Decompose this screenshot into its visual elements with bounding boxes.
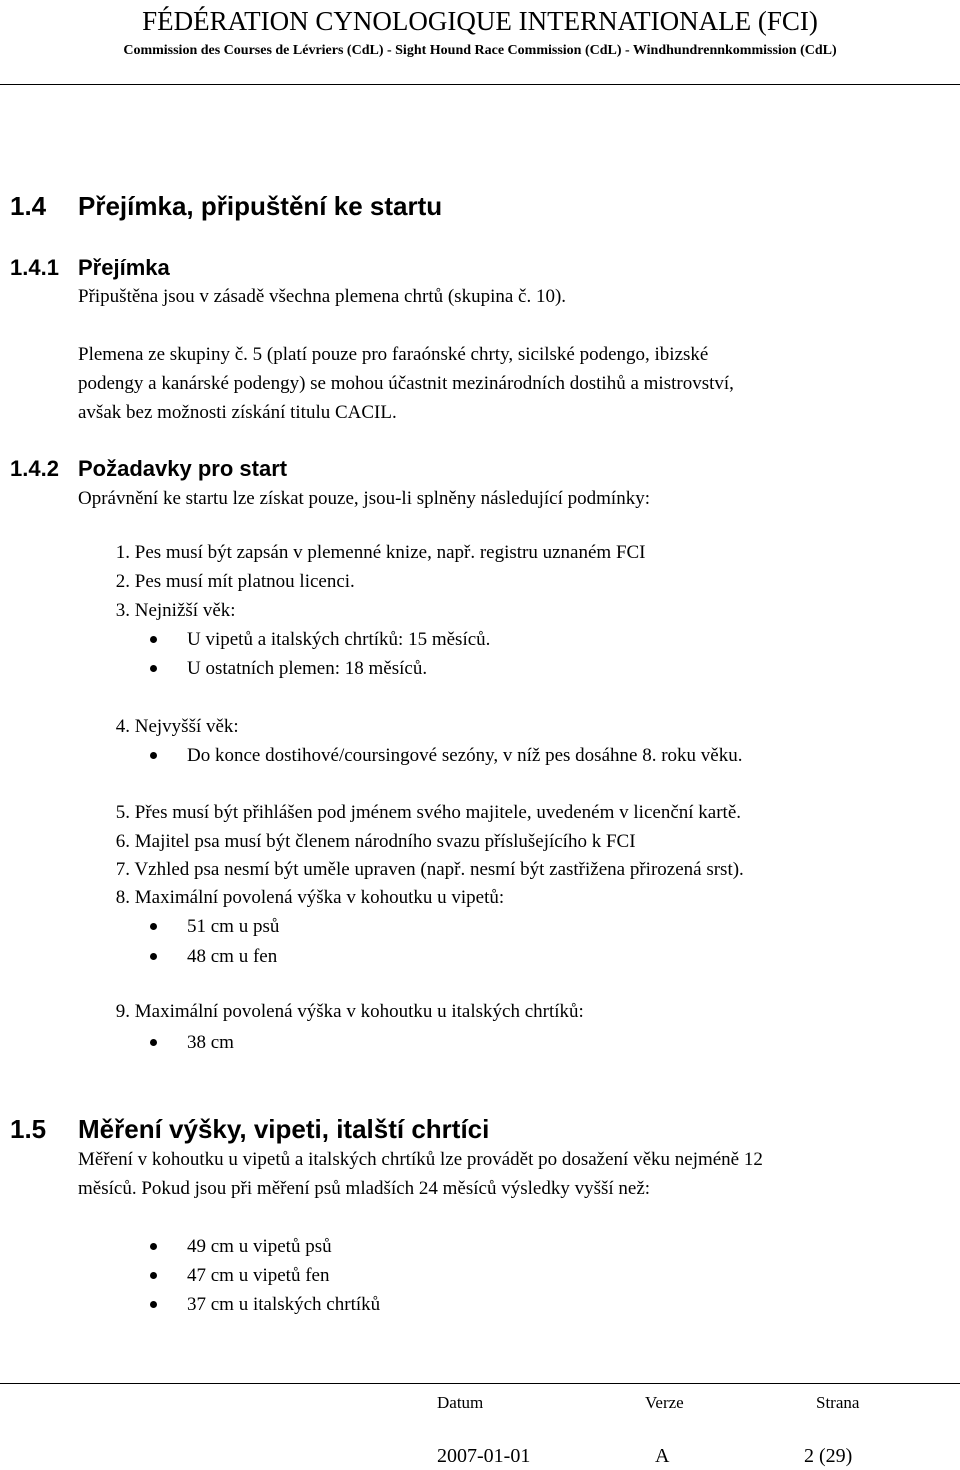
- list-item: 1. Pes musí být zapsán v plemenné knize, např. registru uznaném FCI: [115, 542, 646, 563]
- list-subitem: Do konce dostihové/coursingové sezóny, v níž pes dosáhne 8. roku věku.: [187, 745, 743, 766]
- bullet-icon: [150, 636, 157, 643]
- footer-rule: [0, 1383, 960, 1384]
- subsection-1-4-2-number: 1.4.2: [10, 456, 59, 481]
- subsection-1-4-1-title: Přejímka: [78, 255, 170, 280]
- bullet-icon: [150, 752, 157, 759]
- list-subitem: 51 cm u psů: [187, 916, 280, 937]
- section-1-5-number: 1.5: [10, 1114, 47, 1144]
- paragraph-breeds-admitted: Připuštěna jsou v zásadě všechna plemena chrtů (skupina č. 10).: [78, 286, 567, 307]
- list-subitem: 48 cm u fen: [187, 946, 278, 967]
- footer-version-value: A: [655, 1445, 670, 1467]
- bullet-icon: [150, 1039, 157, 1046]
- bullet-icon: [150, 923, 157, 930]
- bullet-icon: [150, 665, 157, 672]
- list-item: 5. Přes musí být přihlášen pod jménem svého majitele, uvedeném v licenční kartě.: [115, 802, 742, 823]
- list-subitem: U vipetů a italských chrtíků: 15 měsíců.: [187, 629, 491, 650]
- list-item: 9. Maximální povolená výška v kohoutku u italských chrtíků:: [115, 1001, 584, 1022]
- list-subitem: 38 cm: [187, 1032, 234, 1053]
- list-item: 8. Maximální povolená výška v kohoutku u vipetů:: [115, 887, 505, 908]
- paragraph-measurement-line2: měsíců. Pokud jsou při měření psů mladších 24 měsíců výsledky vyšší než:: [78, 1178, 651, 1199]
- subsection-1-4-1-number: 1.4.1: [10, 255, 59, 280]
- list-item: 3. Nejnižší věk:: [115, 600, 236, 621]
- footer-page-label: Strana: [816, 1393, 860, 1412]
- list-item: 7. Vzhled psa nesmí být uměle upraven (např. nesmí být zastřižena přirozená srst).: [115, 859, 744, 880]
- bullet-icon: [150, 953, 157, 960]
- bullet-icon: [150, 1272, 157, 1279]
- letterhead-subtitle: Commission des Courses de Lévriers (CdL) - Sight Hound Race Commission (CdL) - Windhundrennkommission (CdL): [123, 43, 837, 58]
- footer-version-label: Verze: [645, 1393, 684, 1412]
- paragraph-measurement-line1: Měření v kohoutku u vipetů a italských chrtíků lze provádět po dosažení věku nejméně 12: [78, 1149, 763, 1170]
- list-subitem: 37 cm u italských chrtíků: [187, 1294, 381, 1315]
- list-subitem: 49 cm u vipetů psů: [187, 1236, 332, 1257]
- bullet-icon: [150, 1243, 157, 1250]
- header-rule: [0, 84, 960, 85]
- list-subitem: U ostatních plemen: 18 měsíců.: [187, 658, 428, 679]
- section-1-4-title: Přejímka, připuštění ke startu: [78, 191, 443, 221]
- footer-page-value: 2 (29): [804, 1445, 853, 1467]
- footer-date-value: 2007-01-01: [437, 1445, 531, 1467]
- section-1-5-title: Měření výšky, vipeti, italští chrtíci: [78, 1114, 490, 1144]
- list-item: 2. Pes musí mít platnou licenci.: [115, 571, 355, 592]
- section-1-4-number: 1.4: [10, 191, 47, 221]
- paragraph-start-requirements-intro: Oprávnění ke startu lze získat pouze, jsou-li splněny následující podmínky:: [78, 488, 650, 509]
- paragraph-group5-line3: avšak bez možnosti získání titulu CACIL.: [78, 402, 397, 423]
- list-subitem: 47 cm u vipetů fen: [187, 1265, 330, 1286]
- subsection-1-4-2-title: Požadavky pro start: [78, 456, 288, 481]
- bullet-icon: [150, 1301, 157, 1308]
- letterhead-title: FÉDÉRATION CYNOLOGIQUE INTERNATIONALE (FCI): [142, 6, 818, 36]
- list-item: 4. Nejvyšší věk:: [115, 716, 239, 737]
- paragraph-group5-line2: podengy a kanárské podengy) se mohou účastnit mezinárodních dostihů a mistrovství,: [78, 373, 734, 394]
- footer-date-label: Datum: [437, 1393, 484, 1412]
- list-item: 6. Majitel psa musí být členem národního svazu příslušejícího k FCI: [115, 831, 636, 852]
- paragraph-group5-line1: Plemena ze skupiny č. 5 (platí pouze pro faraónské chrty, sicilské podengo, ibizské: [78, 344, 709, 365]
